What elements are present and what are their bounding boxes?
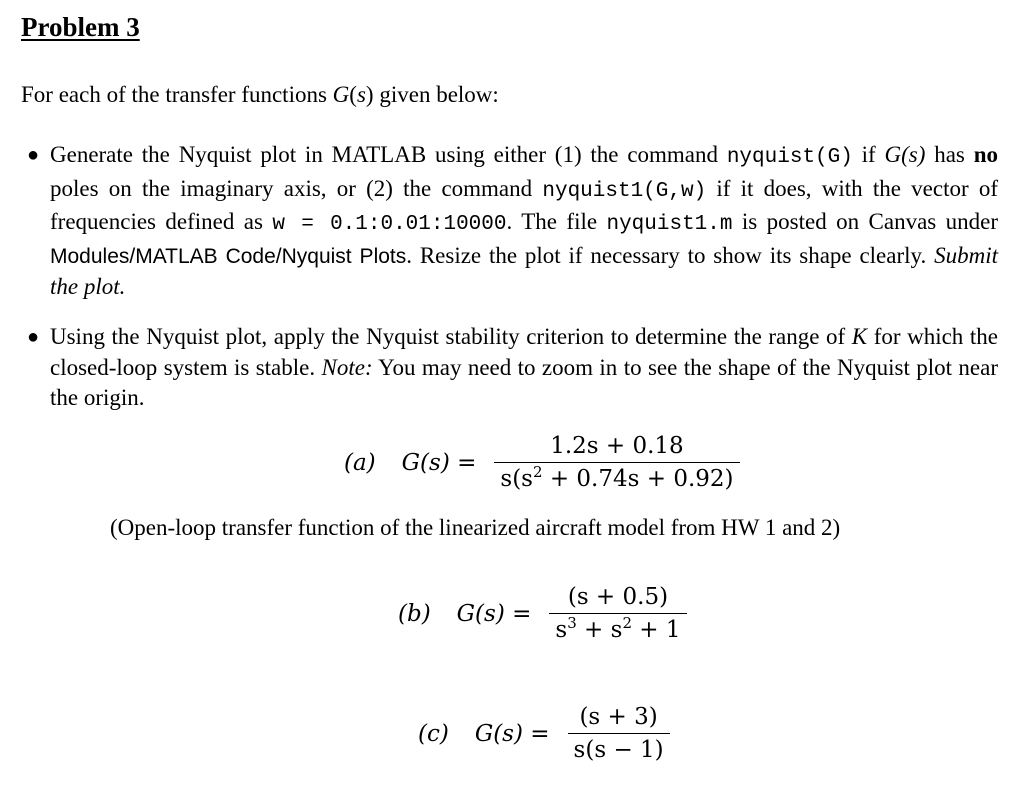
bullet-text-plot: Generate the Nyquist plot in MATLAB using either (1) the command nyquist(G) if G(s) has no poles on the imaginary axis, or (2) the command nyquist1(G,w) if it does, with the vector of frequencies defined as w = 0.1:0.01:10000. The file nyquist1.m is posted on Canvas under Modules/MATLAB Code/Nyquist Plots. Resize the plot if necessary to show its shape clearly. Submit the plot.: [50, 142, 999, 299]
bullet-dot-icon: ●: [27, 326, 40, 348]
problem-title: Problem 3: [21, 12, 140, 42]
fraction-a: $\frac{1.2s + 0.18}{s(s^2 + 0.74s + 0.92)}$: [494, 433, 739, 492]
equation-a: (a) G(s) = $\frac{1.2s + 0.18}{s(s^2 + 0.74s + 0.92)}$: [344, 433, 740, 492]
equation-c: (c) G(s) = $\frac{(s + 3)}{s(s - 1)}$: [418, 704, 670, 763]
fraction-b: $\frac{(s + 0.5)}{s^3 + s^2 + 1}$: [549, 584, 686, 643]
equation-b: (b) G(s) = $\frac{(s + 0.5)}{s^3 + s^2 + 1}$: [398, 584, 687, 643]
bullet-text-stability: Using the Nyquist plot, apply the Nyquist stability criterion to determine the range of K for which the closed-loop system is stable. Note: You may need to zoom in to see the shape of the Nyquist plot near the origin.: [50, 324, 998, 410]
bullet-dot-icon: ●: [27, 144, 40, 166]
code-frequency-vector: w = 0.1:0.01:10000: [272, 213, 507, 236]
code-nyquist: nyquist(G): [726, 146, 853, 169]
equation-a-caption: (Open-loop transfer function of the linearized aircraft model from HW 1 and 2): [110, 515, 841, 540]
canvas-path: Modules/MATLAB Code/Nyquist Plots: [50, 244, 407, 268]
intro-text: For each of the transfer functions G(s) given below:: [21, 82, 499, 107]
fraction-c: $\frac{(s + 3)}{s(s - 1)}$: [568, 704, 670, 763]
code-filename: nyquist1.m: [606, 213, 733, 236]
code-nyquist1: nyquist1(G,w): [542, 179, 707, 203]
